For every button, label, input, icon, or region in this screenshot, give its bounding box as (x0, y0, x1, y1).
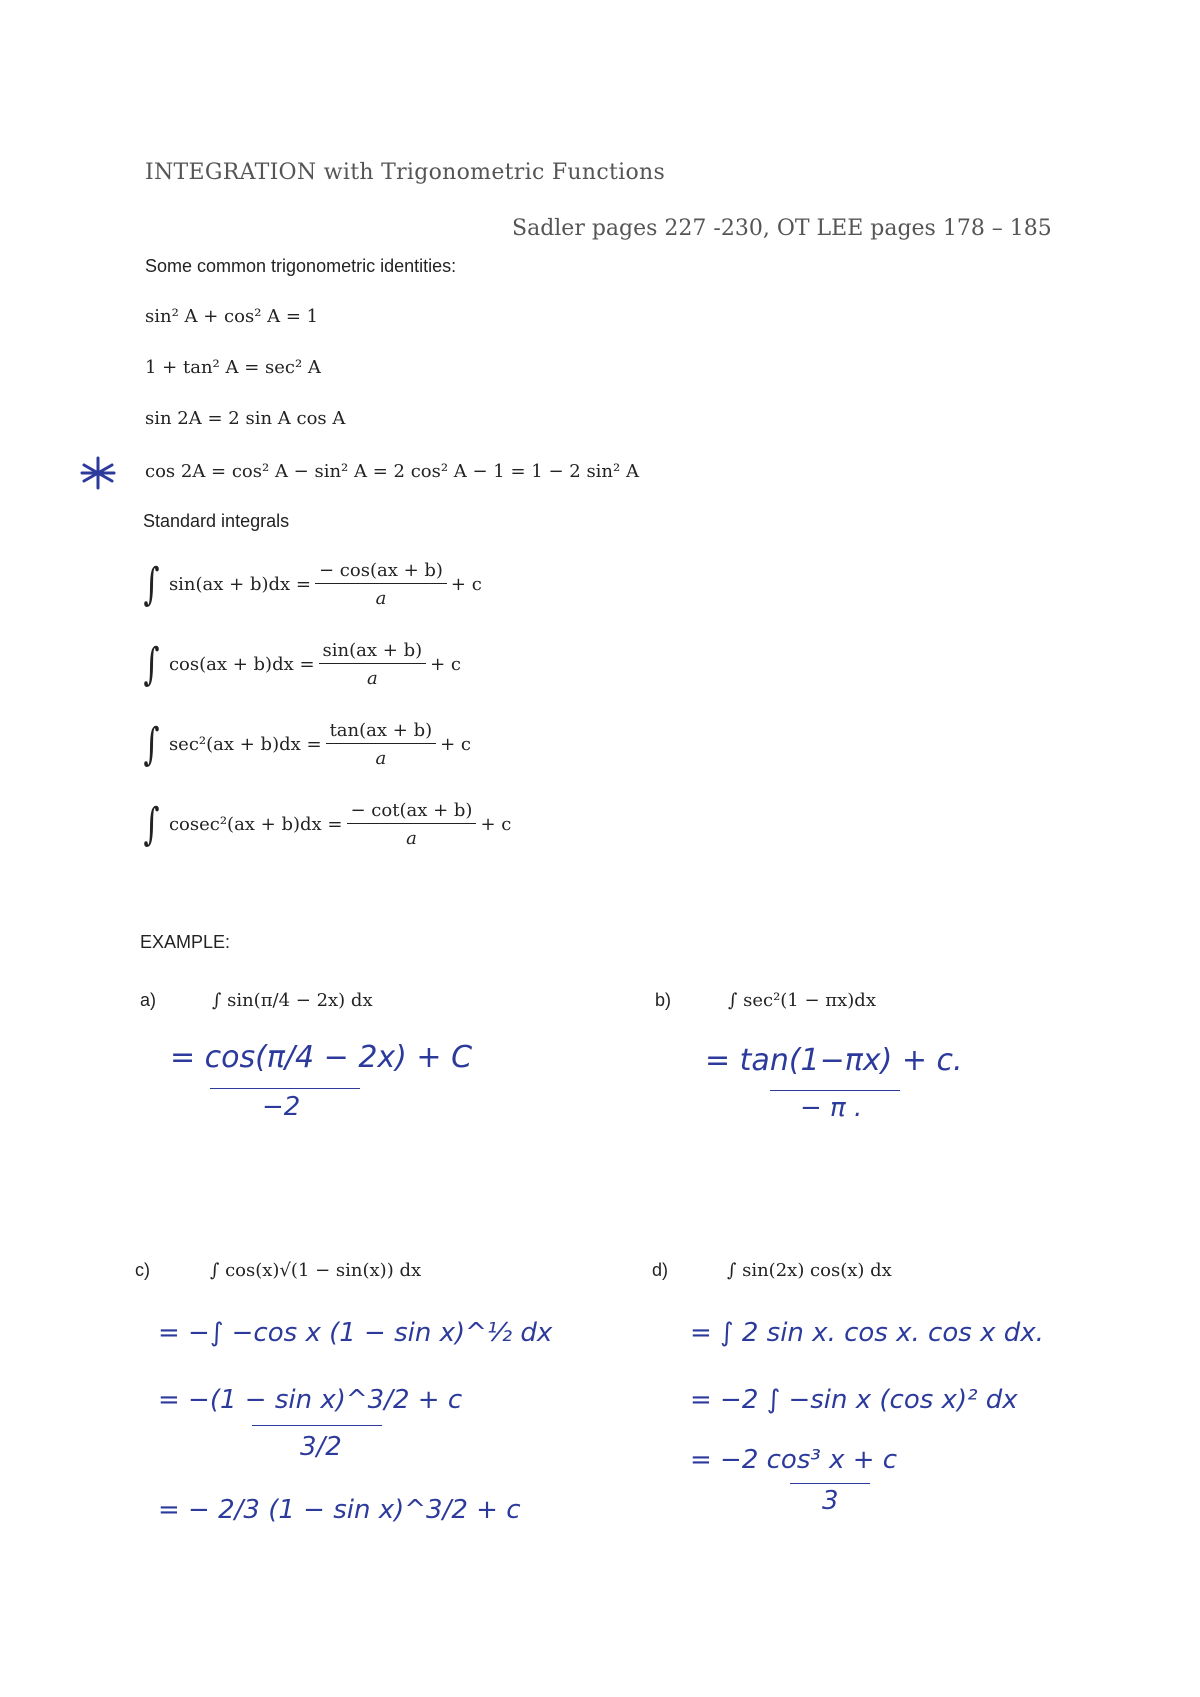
example-d-label: d) (652, 1260, 669, 1280)
integral-sign: ∫ (143, 558, 160, 610)
constant: + c (430, 654, 461, 675)
identity-double-sin: sin 2A = 2 sin A cos A (145, 408, 346, 429)
denominator: a (375, 588, 387, 609)
example-b-problem: ∫ sec²(1 − πx)dx (728, 990, 876, 1011)
example-a-denominator: −2 (262, 1092, 301, 1122)
example-d-step-1: = ∫ 2 sin x. cos x. cos x dx. (690, 1318, 1044, 1348)
example-b-label: b) (655, 990, 672, 1010)
example-c-step-2: = −(1 − sin x)^3/2 + c (158, 1385, 463, 1415)
example-d-problem: ∫ sin(2x) cos(x) dx (727, 1260, 892, 1281)
constant: + c (450, 574, 482, 595)
identity-tan-sec: 1 + tan² A = sec² A (145, 357, 321, 378)
example-c-step-2-denominator: 3/2 (300, 1432, 342, 1462)
fraction (326, 720, 437, 769)
example-a-label: a) (140, 990, 157, 1010)
identity-pythagorean: sin² A + cos² A = 1 (145, 306, 319, 327)
constant: + c (440, 734, 472, 755)
example-heading: EXAMPLE: (140, 932, 231, 952)
fraction (315, 560, 447, 609)
example-b-denominator: − π . (800, 1093, 863, 1123)
numerator: − cot(ax + b) (347, 800, 477, 824)
fraction (319, 640, 427, 689)
example-a-problem: ∫ sin(π/4 − 2x) dx (212, 990, 373, 1011)
integrand: sin(ax + b)dx = (168, 574, 311, 595)
standard-integral-sec (140, 720, 471, 769)
numerator: tan(ax + b) (326, 720, 437, 744)
example-c-problem: ∫ cos(x)√(1 − sin(x)) dx (210, 1260, 422, 1281)
integral-sign: ∫ (143, 718, 160, 770)
example-a-answer: = cos(π/4 − 2x) + C (170, 1040, 473, 1075)
denominator: a (366, 668, 378, 689)
denominator: a (406, 828, 417, 849)
example-b-answer: = tan(1−πx) + c. (705, 1043, 963, 1078)
example-d-step-3: = −2 cos³ x + c (690, 1445, 898, 1475)
identities-heading: Some common trigonometric identities: (145, 256, 457, 276)
integral-sign: ∫ (143, 798, 160, 850)
example-c-label: c) (135, 1260, 150, 1280)
fraction-bar (252, 1425, 382, 1426)
fraction-bar (210, 1088, 360, 1089)
integrand: cos(ax + b)dx = (168, 654, 315, 675)
example-c-step-3: = − 2/3 (1 − sin x)^3/2 + c (158, 1495, 521, 1525)
integrand: cosec²(ax + b)dx = (168, 814, 343, 835)
example-d-step-2: = −2 ∫ −sin x (cos x)² dx (690, 1385, 1018, 1415)
denominator: a (375, 748, 387, 769)
standard-integrals-heading: Standard integrals (143, 511, 290, 531)
integral-sign: ∫ (143, 638, 160, 690)
asterisk-mark-icon (80, 455, 116, 491)
numerator: sin(ax + b) (319, 640, 427, 664)
textbook-reference: Sadler pages 227 -230, OT LEE pages 178 – 185 (512, 216, 1052, 241)
standard-integral-cosec (140, 800, 511, 849)
fraction-bar (790, 1483, 870, 1484)
identity-double-cos: cos 2A = cos² A − sin² A = 2 cos² A − 1 = 1 − 2 sin² A (145, 461, 639, 482)
standard-integral-cos (140, 640, 461, 689)
standard-integral-sin (140, 560, 482, 609)
example-c-step-1: = −∫ −cos x (1 − sin x)^½ dx (158, 1318, 553, 1348)
integrand: sec²(ax + b)dx = (168, 734, 322, 755)
numerator: − cos(ax + b) (315, 560, 447, 584)
constant: + c (480, 814, 512, 835)
fraction-bar (770, 1090, 900, 1091)
example-d-step-3-denominator: 3 (822, 1486, 839, 1516)
page-title: INTEGRATION with Trigonometric Functions (145, 160, 666, 185)
fraction (347, 800, 477, 849)
